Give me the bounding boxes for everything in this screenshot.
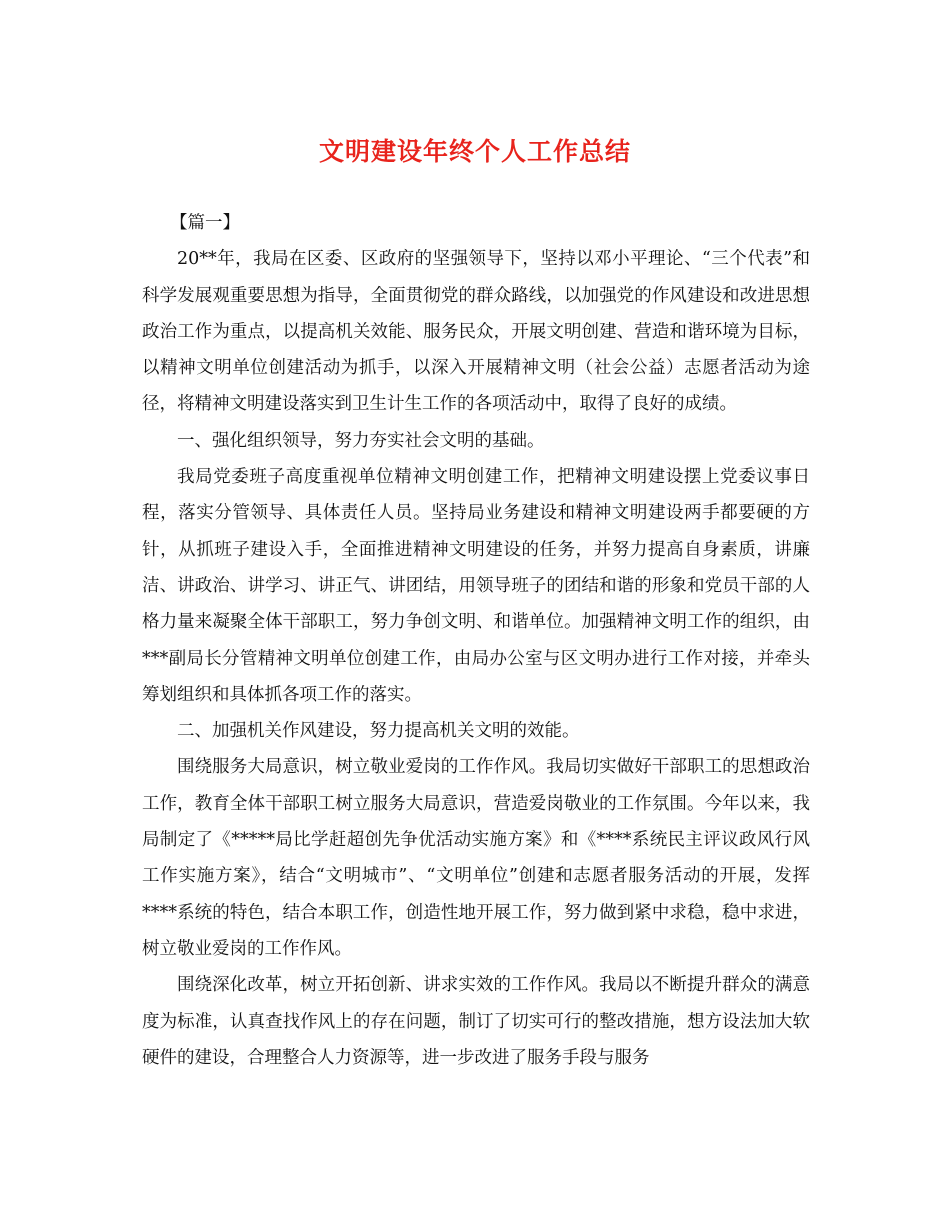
paragraph-service-awareness: 围绕服务大局意识，树立敬业爱岗的工作作风。我局切实做好干部职工的思想政治工作，教育全体干部职工树立服务大局意识，营造爱岗敬业的工作氛围。今年以来，我局制定了《*****局比学赶超创先争优活动实施方案》和《****系统民主评议政风行风工作实施方案》，结合“文明城市”、“文明单位”创建和志愿者服务活动的开展，发挥****系统的特色，结合本职工作，创造性地开展工作，努力做到紧中求稳，稳中求进，树立敬业爱岗的工作作风。: [142, 757, 810, 959]
paragraph-intro: 20**年，我局在区委、区政府的坚强领导下，坚持以邓小平理论、“三个代表”和科学发展观重要思想为指导，全面贯彻党的群众路线，以加强党的作风建设和改进思想政治工作为重点，以提高机关效能、服务民众，开展文明创建、营造和谐环境为目标，以精神文明单位创建活动为抓手，以深入开展精神文明（社会公益）志愿者活动为途径，将精神文明建设落实到卫生计生工作的各项活动中，取得了良好的成绩。: [142, 249, 810, 415]
document-title: 文明建设年终个人工作总结: [318, 137, 631, 166]
document-body: [142, 205, 810, 1076]
heading-two: 二、加强机关作风建设，努力提高机关文明的效能。: [177, 721, 580, 742]
paragraph-reform: 围绕深化改革，树立开拓创新、讲求实效的工作作风。我局以不断提升群众的满意度为标准，认真查找作风上的存在问题，制订了切实可行的整改措施，想方设法加大软硬件的建设，合理整合人力资源等，进一步改进了服务手段与服务: [142, 975, 810, 1068]
section-label: 【篇一】: [170, 213, 240, 233]
paragraph-organization: 我局党委班子高度重视单位精神文明创建工作，把精神文明建设摆上党委议事日程，落实分管领导、具体责任人员。坚持局业务建设和精神文明建设两手都要硬的方针，从抓班子建设入手，全面推进精神文明建设的任务，并努力提高自身素质，讲廉洁、讲政治、讲学习、讲正气、讲团结，用领导班子的团结和谐的形象和党员干部的人格力量来凝聚全体干部职工，努力争创文明、和谐单位。加强精神文明工作的组织，由***副局长分管精神文明单位创建工作，由局办公室与区文明办进行工作对接，并牵头筹划组织和具体抓各项工作的落实。: [142, 467, 810, 705]
heading-one: 一、强化组织领导，努力夯实社会文明的基础。: [177, 430, 545, 451]
